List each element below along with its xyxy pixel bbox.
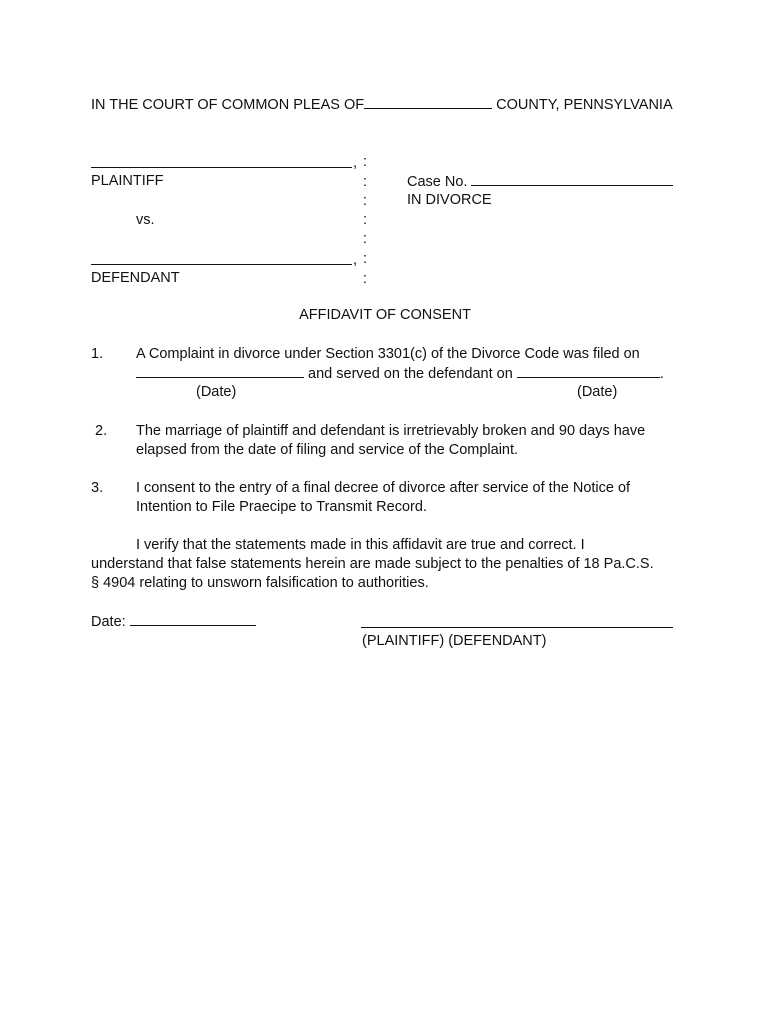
case-number-label: Case No.	[407, 174, 468, 190]
court-heading-prefix: IN THE COURT OF COMMON PLEAS OF	[91, 97, 365, 113]
caption-colon: :	[363, 174, 368, 190]
defendant-name-blank[interactable]	[91, 264, 352, 265]
case-number-row	[407, 172, 673, 191]
document-title: AFFIDAVIT OF CONSENT	[299, 307, 471, 323]
signature-party-label: (PLAINTIFF) (DEFENDANT)	[362, 633, 547, 649]
defendant-label: DEFENDANT	[91, 270, 180, 286]
item-number: 1.	[91, 346, 104, 362]
item-1-line-1: A Complaint in divorce under Section 3301(c) of the Divorce Code was filed on	[136, 346, 640, 362]
item-1-period: .	[659, 366, 664, 382]
court-heading	[91, 95, 673, 114]
service-date-blank[interactable]	[517, 364, 660, 378]
caption-colon: :	[363, 251, 368, 267]
item-3-text: I consent to the entry of a final decree of divorce after service of the Notice of Intention to File Praecipe to Transmit Record.	[136, 480, 631, 515]
signature-line[interactable]	[361, 627, 673, 628]
case-number-blank[interactable]	[471, 172, 673, 186]
service-date-label: (Date)	[577, 384, 618, 400]
caption-colon: :	[363, 193, 368, 209]
item-1-line-2	[136, 364, 664, 383]
signature-date-blank[interactable]	[130, 612, 256, 626]
caption-colon: :	[363, 231, 368, 247]
plaintiff-name-blank[interactable]	[91, 167, 352, 168]
caption-colon: :	[363, 154, 368, 170]
item-1-served-text: and served on the defendant on	[308, 366, 513, 382]
verification-line-3: § 4904 relating to unsworn falsification to authorities.	[91, 575, 429, 591]
item-2-text: The marriage of plaintiff and defendant is irretrievably broken and 90 days have elapsed from the date of filing and service of the Complaint.	[136, 423, 646, 458]
verification-line-2: understand that false statements herein are made subject to the penalties of 18 Pa.C.S.	[91, 556, 654, 572]
verification-line-1: I verify that the statements made in this affidavit are true and correct. I	[136, 537, 585, 553]
item-number: 3.	[91, 480, 104, 496]
caption-colon: :	[363, 271, 368, 287]
court-heading-suffix: COUNTY, PENNSYLVANIA	[496, 97, 673, 113]
signature-date-label: Date:	[91, 614, 126, 630]
caption-colon: :	[363, 212, 368, 228]
county-blank[interactable]	[364, 95, 492, 109]
plaintiff-label: PLAINTIFF	[91, 173, 164, 189]
defendant-comma: ,	[353, 252, 358, 268]
filing-date-label: (Date)	[196, 384, 237, 400]
filing-date-blank[interactable]	[136, 364, 304, 378]
in-divorce-label: IN DIVORCE	[407, 192, 492, 208]
plaintiff-comma: ,	[353, 155, 358, 171]
vs-label: vs.	[136, 212, 155, 228]
item-number: 2.	[95, 423, 108, 439]
signature-date-row	[91, 612, 256, 631]
